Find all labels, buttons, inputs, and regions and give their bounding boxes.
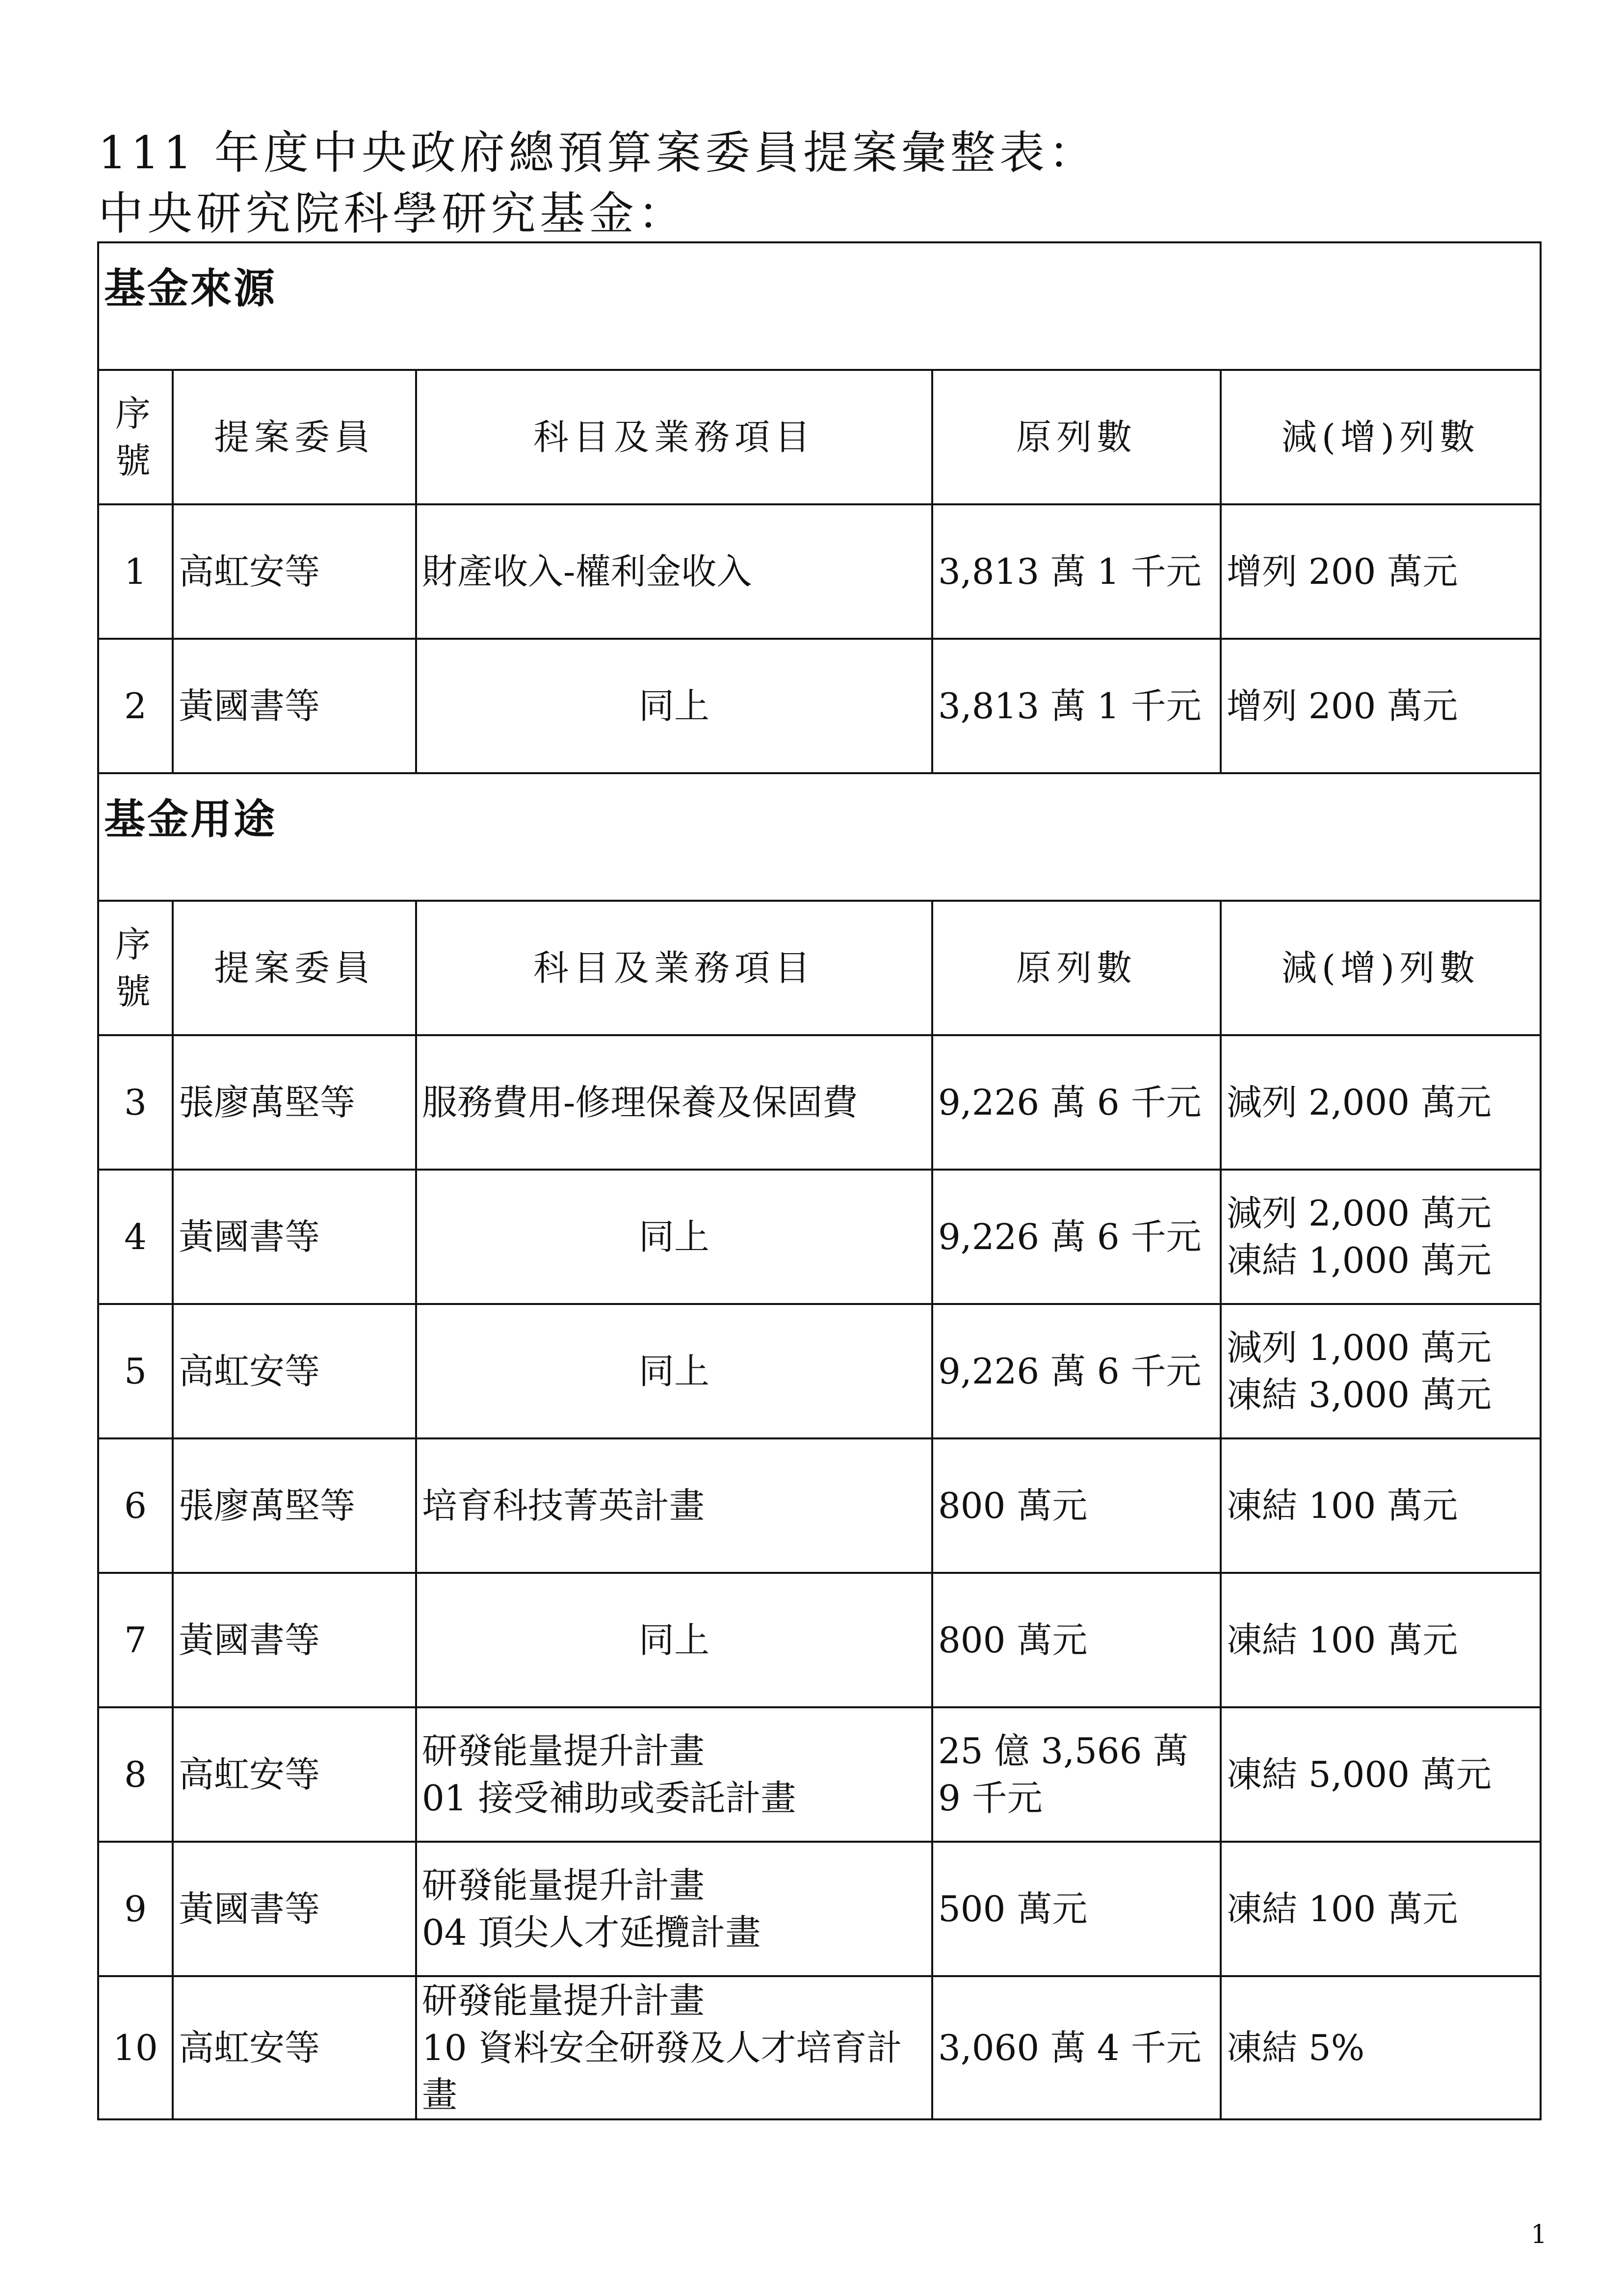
- header-change: 減(增)列數: [1221, 370, 1541, 504]
- item-cell: [416, 504, 932, 639]
- section-title: 基金用途: [98, 773, 1541, 901]
- original-amount-cell: 800 萬元: [932, 1438, 1221, 1573]
- change-line: 減列 2,000 萬元: [1227, 1082, 1492, 1123]
- row-number: 10: [98, 1976, 173, 2119]
- item-line: 研發能量提升計畫: [422, 1980, 705, 2021]
- original-amount-cell: 800 萬元: [932, 1573, 1221, 1707]
- original-amount-cell: 25 億 3,566 萬 9 千元: [932, 1707, 1221, 1842]
- item-line: 財產收入-權利金收入: [422, 551, 752, 592]
- change-amount-cell: [1221, 1438, 1541, 1573]
- item-line: 10 資料安全研發及人才培育計畫: [422, 2027, 902, 2115]
- proposer-cell: 黃國書等: [173, 639, 416, 773]
- original-amount-cell: 3,060 萬 4 千元: [932, 1976, 1221, 2119]
- section-row: [98, 773, 1541, 901]
- original-amount-cell: 9,226 萬 6 千元: [932, 1035, 1221, 1170]
- proposal-table-body: [98, 242, 1541, 2119]
- change-line: 凍結 100 萬元: [1227, 1619, 1458, 1661]
- proposer-cell: 高虹安等: [173, 1304, 416, 1438]
- row-number: 9: [98, 1842, 173, 1976]
- change-amount-cell: [1221, 1304, 1541, 1438]
- table-row: [98, 1573, 1541, 1707]
- row-number: 4: [98, 1170, 173, 1304]
- header-item: 科目及業務項目: [416, 901, 932, 1035]
- item-cell: [416, 1304, 932, 1438]
- section-title: 基金來源: [98, 242, 1541, 370]
- table-row: [98, 1976, 1541, 2119]
- change-amount-cell: [1221, 1035, 1541, 1170]
- change-amount-cell: [1221, 639, 1541, 773]
- table-row: [98, 1304, 1541, 1438]
- change-line: 減列 1,000 萬元: [1227, 1327, 1492, 1368]
- row-number: 2: [98, 639, 173, 773]
- original-amount-cell: 9,226 萬 6 千元: [932, 1170, 1221, 1304]
- change-line: 凍結 100 萬元: [1227, 1888, 1458, 1930]
- item-cell: [416, 1707, 932, 1842]
- proposer-cell: 黃國書等: [173, 1573, 416, 1707]
- header-member: 提案委員: [173, 901, 416, 1035]
- proposer-cell: 張廖萬堅等: [173, 1035, 416, 1170]
- row-number: 1: [98, 504, 173, 639]
- change-line: 凍結 5%: [1227, 2027, 1365, 2068]
- item-line: 研發能量提升計畫: [422, 1730, 705, 1772]
- document-title: 111 年度中央政府總預算案委員提案彙整表：: [98, 127, 1098, 179]
- change-amount-cell: [1221, 1707, 1541, 1842]
- item-line: 同上: [638, 1216, 709, 1257]
- page-number: 1: [1531, 2220, 1547, 2249]
- header-change: 減(增)列數: [1221, 901, 1541, 1035]
- header-original: 原列數: [932, 901, 1221, 1035]
- row-number: 6: [98, 1438, 173, 1573]
- item-line: 01 接受補助或委託計畫: [422, 1777, 796, 1819]
- header-no: 序號: [98, 901, 173, 1035]
- proposer-cell: 張廖萬堅等: [173, 1438, 416, 1573]
- table-row: [98, 639, 1541, 773]
- item-line: 培育科技菁英計畫: [422, 1485, 705, 1526]
- change-amount-cell: [1221, 1573, 1541, 1707]
- original-amount-cell: 500 萬元: [932, 1842, 1221, 1976]
- change-line: 凍結 5,000 萬元: [1227, 1754, 1492, 1795]
- change-line: 減列 2,000 萬元: [1227, 1193, 1492, 1234]
- item-line: 同上: [638, 1351, 709, 1392]
- original-amount-cell: 3,813 萬 1 千元: [932, 504, 1221, 639]
- change-line: 凍結 1,000 萬元: [1227, 1240, 1492, 1281]
- item-line: 04 頂尖人才延攬計畫: [422, 1912, 761, 1953]
- item-cell: [416, 1842, 932, 1976]
- document-subtitle: 中央研究院科學研究基金：: [98, 187, 687, 240]
- header-item: 科目及業務項目: [416, 370, 932, 504]
- table-header-row: [98, 370, 1541, 504]
- table-row: [98, 1842, 1541, 1976]
- item-line: 研發能量提升計畫: [422, 1865, 705, 1906]
- change-line: 凍結 100 萬元: [1227, 1485, 1458, 1526]
- change-line: 凍結 3,000 萬元: [1227, 1374, 1492, 1415]
- item-cell: [416, 1976, 932, 2119]
- change-amount-cell: [1221, 1842, 1541, 1976]
- row-number: 8: [98, 1707, 173, 1842]
- proposer-cell: 高虹安等: [173, 1707, 416, 1842]
- table-row: [98, 1707, 1541, 1842]
- item-cell: [416, 1035, 932, 1170]
- table-row: [98, 1170, 1541, 1304]
- proposal-table: [97, 241, 1542, 2120]
- change-amount-cell: [1221, 1170, 1541, 1304]
- table-row: [98, 1438, 1541, 1573]
- document-heading: [98, 123, 1521, 244]
- change-line: 增列 200 萬元: [1227, 551, 1458, 592]
- header-member: 提案委員: [173, 370, 416, 504]
- row-number: 5: [98, 1304, 173, 1438]
- proposer-cell: 高虹安等: [173, 504, 416, 639]
- table-row: [98, 1035, 1541, 1170]
- header-original: 原列數: [932, 370, 1221, 504]
- table-row: [98, 504, 1541, 639]
- item-line: 同上: [638, 1619, 709, 1661]
- item-line: 服務費用-修理保養及保固費: [422, 1082, 858, 1123]
- proposer-cell: 黃國書等: [173, 1842, 416, 1976]
- change-amount-cell: [1221, 1976, 1541, 2119]
- table-header-row: [98, 901, 1541, 1035]
- row-number: 7: [98, 1573, 173, 1707]
- section-row: [98, 242, 1541, 370]
- proposer-cell: 高虹安等: [173, 1976, 416, 2119]
- row-number: 3: [98, 1035, 173, 1170]
- header-no: 序號: [98, 370, 173, 504]
- original-amount-cell: 9,226 萬 6 千元: [932, 1304, 1221, 1438]
- change-amount-cell: [1221, 504, 1541, 639]
- item-cell: [416, 1438, 932, 1573]
- item-cell: [416, 1170, 932, 1304]
- item-line: 同上: [638, 685, 709, 727]
- item-cell: [416, 1573, 932, 1707]
- original-amount-cell: 3,813 萬 1 千元: [932, 639, 1221, 773]
- item-cell: [416, 639, 932, 773]
- change-line: 增列 200 萬元: [1227, 685, 1458, 727]
- proposer-cell: 黃國書等: [173, 1170, 416, 1304]
